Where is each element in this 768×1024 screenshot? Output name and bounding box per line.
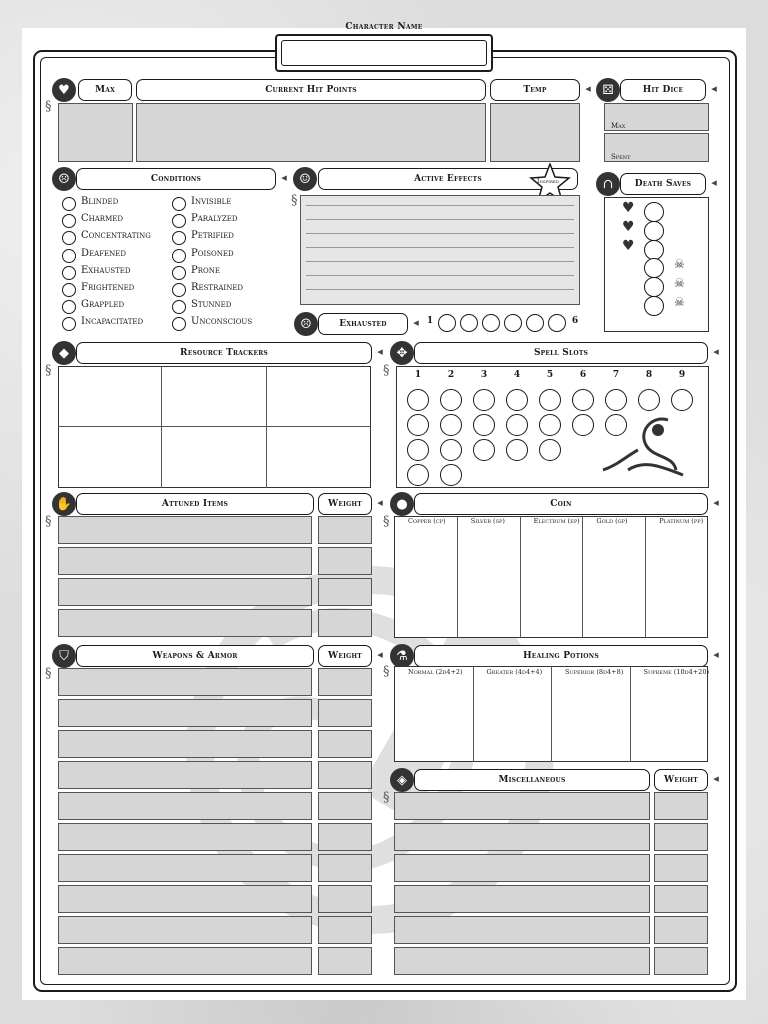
temp-hp-header: Temp ◂ xyxy=(490,79,580,101)
weapon-weight-field[interactable] xyxy=(318,699,372,727)
scroll-flourish-icon: § xyxy=(45,99,52,114)
death-save-failure-circle[interactable] xyxy=(644,258,664,278)
potion-divider xyxy=(473,666,474,762)
effect-line xyxy=(306,275,574,276)
heart-icon: ♥ xyxy=(622,238,635,254)
condition-label: Incapacitated xyxy=(81,316,144,328)
max-hp-field[interactable] xyxy=(58,103,133,162)
potion-column-label: Superior (8d4+8) xyxy=(565,668,624,676)
flask-icon: ⚗ xyxy=(390,644,414,668)
heart-icon: ♥ xyxy=(622,200,635,216)
spell-slot-circle[interactable] xyxy=(440,439,462,461)
scroll-flourish-icon: § xyxy=(383,514,390,529)
attuned-weight-field[interactable] xyxy=(318,516,372,544)
scroll-flourish-icon: § xyxy=(383,790,390,805)
face-icon: ☹ xyxy=(52,167,76,191)
conditions-header: Conditions ◂ xyxy=(76,168,276,190)
coin-column-label: Platinum (pp) xyxy=(659,517,704,525)
spell-slot-circle[interactable] xyxy=(473,439,495,461)
exhaustion-level-circle[interactable] xyxy=(548,314,566,332)
exhaustion-level-circle[interactable] xyxy=(504,314,522,332)
spell-slot-circle[interactable] xyxy=(407,439,429,461)
spell-slot-circle[interactable] xyxy=(539,389,561,411)
spell-level-label: 2 xyxy=(447,370,455,380)
misc-item-field[interactable] xyxy=(394,916,650,944)
weapon-armor-field[interactable] xyxy=(58,854,312,882)
scroll-flourish-icon: § xyxy=(383,664,390,679)
spell-slot-circle[interactable] xyxy=(539,439,561,461)
condition-label: Paralyzed xyxy=(191,213,238,225)
attuned-weight-field[interactable] xyxy=(318,578,372,606)
spell-slot-circle[interactable] xyxy=(440,389,462,411)
condition-checkbox[interactable] xyxy=(62,266,76,280)
spell-slot-circle[interactable] xyxy=(671,389,693,411)
misc-weight-field[interactable] xyxy=(654,916,708,944)
spell-level-label: 6 xyxy=(579,370,587,380)
coin-column-label: Copper (cp) xyxy=(408,517,446,525)
potion-column-label: Greater (4d4+4) xyxy=(486,668,543,676)
condition-label: Grappled xyxy=(81,299,125,311)
spell-slot-circle[interactable] xyxy=(473,389,495,411)
scroll-flourish-icon: § xyxy=(45,666,52,681)
weapon-weight-field[interactable] xyxy=(318,792,372,820)
potion-divider xyxy=(630,666,631,762)
exhausted-header: Exhausted ◂ xyxy=(318,313,408,335)
weapons-weight-header: Weight ◂ xyxy=(318,645,372,667)
weapon-armor-field[interactable] xyxy=(58,699,312,727)
condition-label: Frightened xyxy=(81,282,135,293)
dice-icon: ⚄ xyxy=(596,78,620,102)
condition-checkbox[interactable] xyxy=(172,197,186,211)
spell-slot-circle[interactable] xyxy=(539,414,561,436)
condition-label: Deafened xyxy=(81,247,126,259)
skull-icon: ☠ xyxy=(674,276,685,290)
misc-weight-field[interactable] xyxy=(654,947,708,975)
condition-label: Exhausted xyxy=(81,264,131,276)
coin-column-label: Silver (sp) xyxy=(470,517,505,525)
condition-checkbox[interactable] xyxy=(172,283,186,297)
condition-label: Blinded xyxy=(81,196,119,207)
coin-divider xyxy=(645,516,646,638)
spell-level-label: 9 xyxy=(678,370,686,380)
spell-slot-circle[interactable] xyxy=(440,464,462,486)
condition-checkbox[interactable] xyxy=(62,283,76,297)
attuned-weight-field[interactable] xyxy=(318,609,372,637)
spell-slots-header: Spell Slots ◂ xyxy=(414,342,708,364)
resource-trackers-header: Resource Trackers ◂ xyxy=(76,342,372,364)
shield-icon: ⛉ xyxy=(52,644,76,668)
current-hp-field[interactable] xyxy=(136,103,486,162)
misc-weight-header: Weight ◂ xyxy=(654,769,708,791)
misc-weight-field[interactable] xyxy=(654,854,708,882)
spell-level-label: 3 xyxy=(480,370,488,380)
attuned-weight-header: Weight ◂ xyxy=(318,493,372,515)
temp-hp-field[interactable] xyxy=(490,103,580,162)
weapon-armor-field[interactable] xyxy=(58,947,312,975)
spell-level-label: 8 xyxy=(645,370,653,380)
current-hp-header: Current Hit Points xyxy=(136,79,486,101)
scroll-flourish-icon: § xyxy=(291,193,298,208)
potion-column-label: Supreme (10d4+20) xyxy=(643,668,709,676)
effect-line xyxy=(306,233,574,234)
spell-slot-circle[interactable] xyxy=(506,414,528,436)
arrows-icon: ✥ xyxy=(390,341,414,365)
miscellaneous-header: Miscellaneous xyxy=(414,769,650,791)
hit-dice-max-label: Max xyxy=(611,122,626,130)
condition-label: Restrained xyxy=(191,282,244,293)
resource-divider xyxy=(161,366,162,488)
death-save-success-circle[interactable] xyxy=(644,240,664,260)
condition-label: Invisible xyxy=(191,196,232,207)
weapon-weight-field[interactable] xyxy=(318,823,372,851)
spell-slot-circle[interactable] xyxy=(572,389,594,411)
spell-slot-circle[interactable] xyxy=(638,389,660,411)
healing-potions-header: Healing Potions ◂ xyxy=(414,645,708,667)
effect-line xyxy=(306,219,574,220)
effect-line xyxy=(306,261,574,262)
condition-checkbox[interactable] xyxy=(172,249,186,263)
spell-slot-circle[interactable] xyxy=(407,414,429,436)
potion-column-label: Normal (2d4+2) xyxy=(408,668,463,676)
condition-checkbox[interactable] xyxy=(62,197,76,211)
attuned-items-header: Attuned Items xyxy=(76,493,314,515)
misc-weight-field[interactable] xyxy=(654,823,708,851)
condition-label: Prone xyxy=(191,264,220,276)
weapon-armor-field[interactable] xyxy=(58,885,312,913)
weapon-weight-field[interactable] xyxy=(318,730,372,758)
coin-header: Coin ◂ xyxy=(414,493,708,515)
heart-icon: ♥ xyxy=(622,219,635,235)
spell-level-label: 4 xyxy=(513,370,521,380)
face-icon: ☺ xyxy=(293,167,317,191)
tired-face-icon: ☹ xyxy=(294,312,318,336)
death-save-failure-circle[interactable] xyxy=(644,296,664,316)
weapon-weight-field[interactable] xyxy=(318,916,372,944)
misc-item-field[interactable] xyxy=(394,792,650,820)
spell-level-label: 1 xyxy=(414,370,422,380)
condition-label: Charmed xyxy=(81,213,123,225)
heart-icon: ♥ xyxy=(52,78,76,102)
death-save-success-circle[interactable] xyxy=(644,221,664,241)
weapon-weight-field[interactable] xyxy=(318,854,372,882)
spell-slot-circle[interactable] xyxy=(506,389,528,411)
attuned-weight-field[interactable] xyxy=(318,547,372,575)
resource-divider xyxy=(58,426,371,427)
skull-icon: ☠ xyxy=(674,295,685,309)
attuned-item-field[interactable] xyxy=(58,609,312,637)
effect-line xyxy=(306,247,574,248)
condition-label: Stunned xyxy=(191,299,232,311)
coin-divider xyxy=(520,516,521,638)
spell-level-label: 5 xyxy=(546,370,554,380)
coin-panel[interactable] xyxy=(394,516,708,638)
weapon-armor-field[interactable] xyxy=(58,668,312,696)
death-save-success-circle[interactable] xyxy=(644,202,664,222)
exhausted-max-label: 6 xyxy=(571,316,579,326)
attuned-item-field[interactable] xyxy=(58,547,312,575)
exhaustion-level-circle[interactable] xyxy=(526,314,544,332)
weapon-armor-field[interactable] xyxy=(58,916,312,944)
character-name-field[interactable] xyxy=(275,34,493,72)
coin-column-label: Gold (gp) xyxy=(596,517,628,525)
character-name-label: Character Name xyxy=(345,22,423,32)
exhausted-min-label: 1 xyxy=(426,316,434,326)
attuned-item-field[interactable] xyxy=(58,578,312,606)
spell-slot-circle[interactable] xyxy=(605,389,627,411)
hit-dice-header: Hit Dice ◂ xyxy=(620,79,706,101)
inspired-label: Inspired xyxy=(537,178,560,185)
misc-item-field[interactable] xyxy=(394,947,650,975)
potion-divider xyxy=(551,666,552,762)
coin-column-label: Electrum (ep) xyxy=(533,517,580,525)
effect-line xyxy=(306,289,574,290)
weapon-weight-field[interactable] xyxy=(318,947,372,975)
death-saves-header: Death Saves ◂ xyxy=(620,173,706,195)
weapon-weight-field[interactable] xyxy=(318,761,372,789)
weapon-armor-field[interactable] xyxy=(58,792,312,820)
weapons-armor-header: Weapons & Armor xyxy=(76,645,314,667)
weapon-weight-field[interactable] xyxy=(318,885,372,913)
hand-icon: ✋ xyxy=(52,492,76,516)
spell-slot-circle[interactable] xyxy=(407,389,429,411)
exhaustion-level-circle[interactable] xyxy=(482,314,500,332)
tombstone-icon: ∩ xyxy=(596,172,620,196)
spell-slot-circle[interactable] xyxy=(473,414,495,436)
spell-slot-circle[interactable] xyxy=(440,414,462,436)
weapon-armor-field[interactable] xyxy=(58,823,312,851)
weapon-armor-field[interactable] xyxy=(58,761,312,789)
effect-line xyxy=(306,205,574,206)
misc-weight-field[interactable] xyxy=(654,885,708,913)
misc-item-field[interactable] xyxy=(394,885,650,913)
spell-slot-circle[interactable] xyxy=(605,414,627,436)
skull-icon: ☠ xyxy=(674,257,685,271)
coin-divider xyxy=(457,516,458,638)
coin-divider xyxy=(582,516,583,638)
death-save-failure-circle[interactable] xyxy=(644,277,664,297)
shapes-icon: ◈ xyxy=(390,768,414,792)
spell-level-label: 7 xyxy=(612,370,620,380)
weapon-weight-field[interactable] xyxy=(318,668,372,696)
scroll-flourish-icon: § xyxy=(383,363,390,378)
scroll-flourish-icon: § xyxy=(45,514,52,529)
misc-weight-field[interactable] xyxy=(654,792,708,820)
scroll-flourish-icon: § xyxy=(45,363,52,378)
condition-checkbox[interactable] xyxy=(172,266,186,280)
condition-label: Concentrating xyxy=(81,230,151,242)
misc-item-field[interactable] xyxy=(394,854,650,882)
exhaustion-level-circle[interactable] xyxy=(460,314,478,332)
resource-trackers-grid[interactable] xyxy=(58,366,371,488)
diamonds-icon: ◆ xyxy=(52,341,76,365)
active-effects-header: Active Effects xyxy=(318,168,578,190)
spell-slot-circle[interactable] xyxy=(407,464,429,486)
exhaustion-level-circle[interactable] xyxy=(438,314,456,332)
max-hp-header: Max xyxy=(78,79,132,101)
spell-slot-circle[interactable] xyxy=(506,439,528,461)
spell-slot-circle[interactable] xyxy=(572,414,594,436)
attuned-item-field[interactable] xyxy=(58,516,312,544)
resource-divider xyxy=(266,366,267,488)
hit-dice-spent-label: Spent xyxy=(611,153,631,161)
coins-icon: ● xyxy=(390,492,414,516)
condition-label: Petrified xyxy=(191,230,234,242)
condition-label: Poisoned xyxy=(191,247,234,259)
misc-item-field[interactable] xyxy=(394,823,650,851)
condition-label: Unconscious xyxy=(191,316,253,328)
weapon-armor-field[interactable] xyxy=(58,730,312,758)
condition-checkbox[interactable] xyxy=(62,249,76,263)
